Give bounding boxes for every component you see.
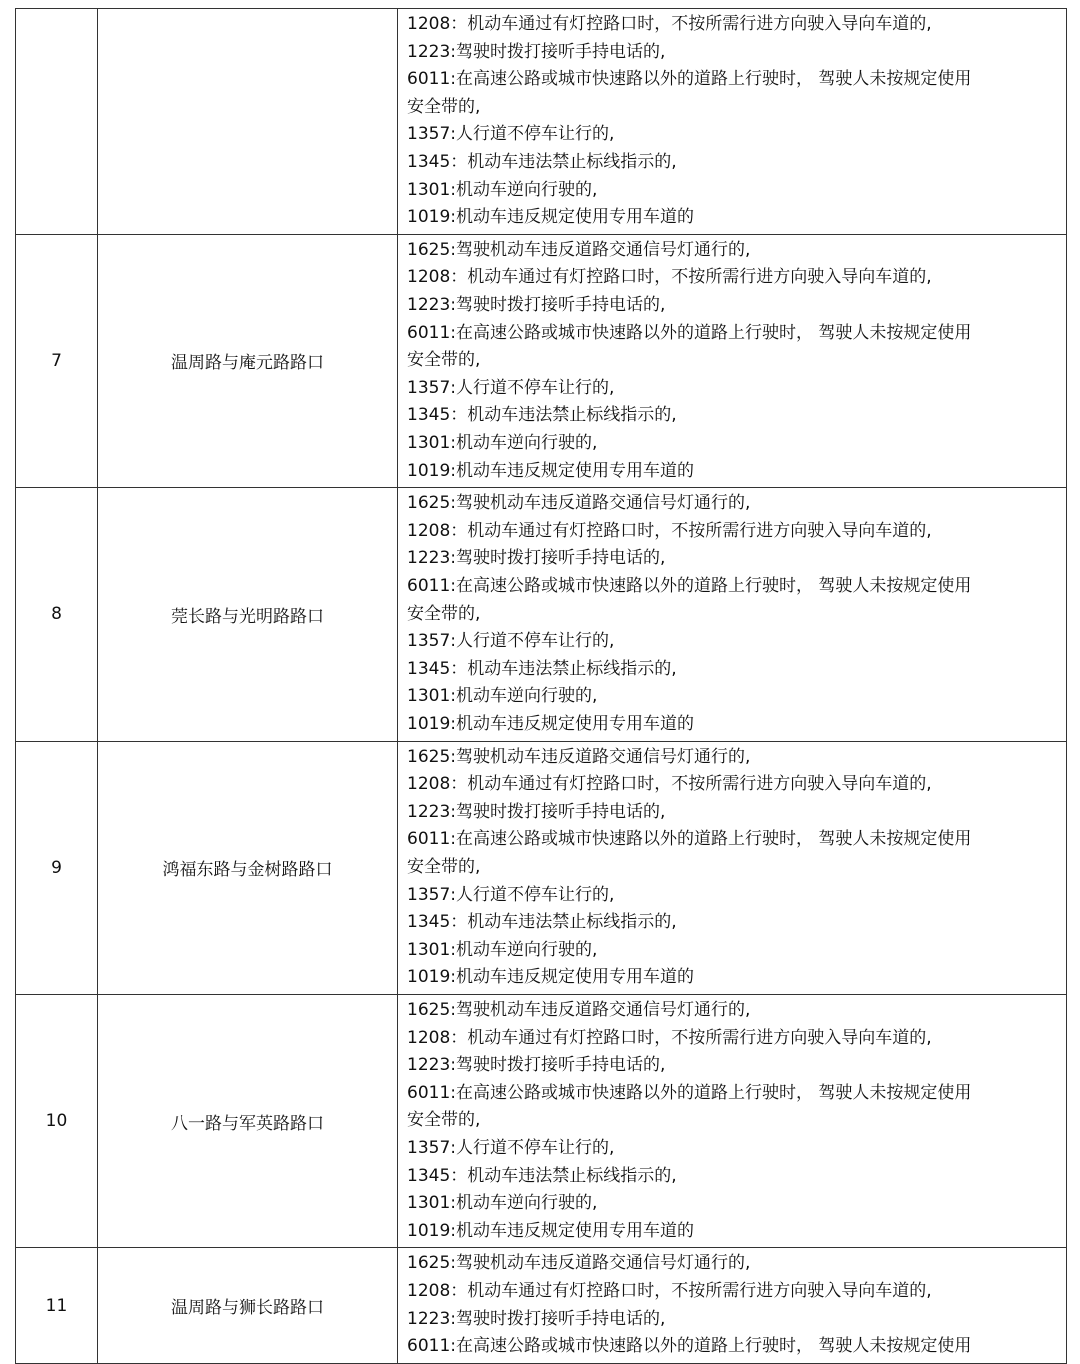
row-number: 9 <box>16 741 98 994</box>
violation-item: 1019:机动车违反规定使用专用车道的 <box>407 460 694 481</box>
violation-item: 6011:在高速公路或城市快速路以外的道路上行驶时， 驾驶人未按规定使用 <box>407 829 972 850</box>
violation-item: 1019:机动车违反规定使用专用车道的 <box>407 1220 694 1241</box>
row-number: 8 <box>16 488 98 741</box>
row-number: 7 <box>16 234 98 487</box>
violation-item: 1345：机动车违法禁止标线指示的, <box>407 1165 677 1186</box>
violation-item: 安全带的, <box>407 603 481 624</box>
violation-item: 1301:机动车逆向行驶的, <box>407 179 598 200</box>
violation-item: 1357:人行道不停车让行的, <box>407 884 615 905</box>
violation-item: 1625:驾驶机动车违反道路交通信号灯通行的, <box>407 239 751 260</box>
violation-item: 1208：机动车通过有灯控路口时，不按所需行进方向驶入导向车道的, <box>407 14 932 34</box>
intersection-name: 鸿福东路与金树路路口 <box>98 741 398 994</box>
violation-item: 1208：机动车通过有灯控路口时，不按所需行进方向驶入导向车道的, <box>407 520 932 541</box>
row-number <box>16 9 98 235</box>
row-number: 10 <box>16 994 98 1247</box>
violation-item: 1301:机动车逆向行驶的, <box>407 432 598 453</box>
violation-item: 1223:驾驶时拨打接听手持电话的, <box>407 294 666 315</box>
violation-item: 安全带的, <box>407 856 481 877</box>
violation-item: 1223:驾驶时拨打接听手持电话的, <box>407 801 666 822</box>
violation-item: 1357:人行道不停车让行的, <box>407 1137 615 1158</box>
violation-item: 安全带的, <box>407 1110 481 1131</box>
violation-item: 6011:在高速公路或城市快速路以外的道路上行驶时， 驾驶人未按规定使用 <box>407 322 972 343</box>
violation-item: 1357:人行道不停车让行的, <box>407 377 615 398</box>
violation-item: 1301:机动车逆向行驶的, <box>407 939 598 960</box>
table-row <box>16 488 1067 741</box>
table-row <box>16 234 1067 487</box>
violation-item: 1357:人行道不停车让行的, <box>407 124 615 145</box>
violation-item: 1625:驾驶机动车违反道路交通信号灯通行的, <box>407 493 751 514</box>
violation-list <box>398 234 1067 487</box>
violation-item: 1301:机动车逆向行驶的, <box>407 686 598 707</box>
table-row <box>16 741 1067 994</box>
violation-list <box>398 488 1067 741</box>
violation-item: 1625:驾驶机动车违反道路交通信号灯通行的, <box>407 999 751 1020</box>
violation-table <box>15 8 1067 1364</box>
violation-item: 1208：机动车通过有灯控路口时，不按所需行进方向驶入导向车道的, <box>407 267 932 288</box>
violation-item: 1223:驾驶时拨打接听手持电话的, <box>407 548 666 569</box>
violation-list <box>398 741 1067 994</box>
violation-item: 1208：机动车通过有灯控路口时，不按所需行进方向驶入导向车道的, <box>407 774 932 795</box>
violation-item: 6011:在高速公路或城市快速路以外的道路上行驶时， 驾驶人未按规定使用 <box>407 1336 972 1357</box>
row-number: 11 <box>16 1248 98 1363</box>
violation-item: 1208：机动车通过有灯控路口时，不按所需行进方向驶入导向车道的, <box>407 1027 932 1048</box>
violation-list <box>398 9 1067 235</box>
violation-item: 1625:驾驶机动车违反道路交通信号灯通行的, <box>407 1253 751 1274</box>
violation-item: 1019:机动车违反规定使用专用车道的 <box>407 713 694 734</box>
violation-item: 安全带的, <box>407 350 481 371</box>
violation-item: 1019:机动车违反规定使用专用车道的 <box>407 967 694 988</box>
violation-item: 1345：机动车违法禁止标线指示的, <box>407 151 677 172</box>
violation-item: 安全带的, <box>407 96 481 117</box>
violation-item: 1345：机动车违法禁止标线指示的, <box>407 405 677 426</box>
intersection-name: 温周路与庵元路路口 <box>98 234 398 487</box>
table-row <box>16 994 1067 1247</box>
violation-list <box>398 994 1067 1247</box>
violation-item: 6011:在高速公路或城市快速路以外的道路上行驶时， 驾驶人未按规定使用 <box>407 575 972 596</box>
intersection-name: 温周路与狮长路路口 <box>98 1248 398 1363</box>
violation-item: 6011:在高速公路或城市快速路以外的道路上行驶时， 驾驶人未按规定使用 <box>407 1082 972 1103</box>
violation-item: 1625:驾驶机动车违反道路交通信号灯通行的, <box>407 746 751 767</box>
violation-item: 1223:驾驶时拨打接听手持电话的, <box>407 1055 666 1076</box>
table-row <box>16 9 1067 235</box>
violation-item: 1301:机动车逆向行驶的, <box>407 1193 598 1214</box>
intersection-name <box>98 9 398 235</box>
violation-item: 1345：机动车违法禁止标线指示的, <box>407 912 677 933</box>
violation-item: 6011:在高速公路或城市快速路以外的道路上行驶时， 驾驶人未按规定使用 <box>407 69 972 90</box>
intersection-name: 莞长路与光明路路口 <box>98 488 398 741</box>
violation-item: 1019:机动车违反规定使用专用车道的 <box>407 207 694 228</box>
violation-item: 1223:驾驶时拨打接听手持电话的, <box>407 41 666 62</box>
violation-item: 1357:人行道不停车让行的, <box>407 631 615 652</box>
violation-item: 1208：机动车通过有灯控路口时，不按所需行进方向驶入导向车道的, <box>407 1280 932 1301</box>
violation-item: 1223:驾驶时拨打接听手持电话的, <box>407 1308 666 1329</box>
violation-item: 1345：机动车违法禁止标线指示的, <box>407 658 677 679</box>
intersection-name: 八一路与军英路路口 <box>98 994 398 1247</box>
